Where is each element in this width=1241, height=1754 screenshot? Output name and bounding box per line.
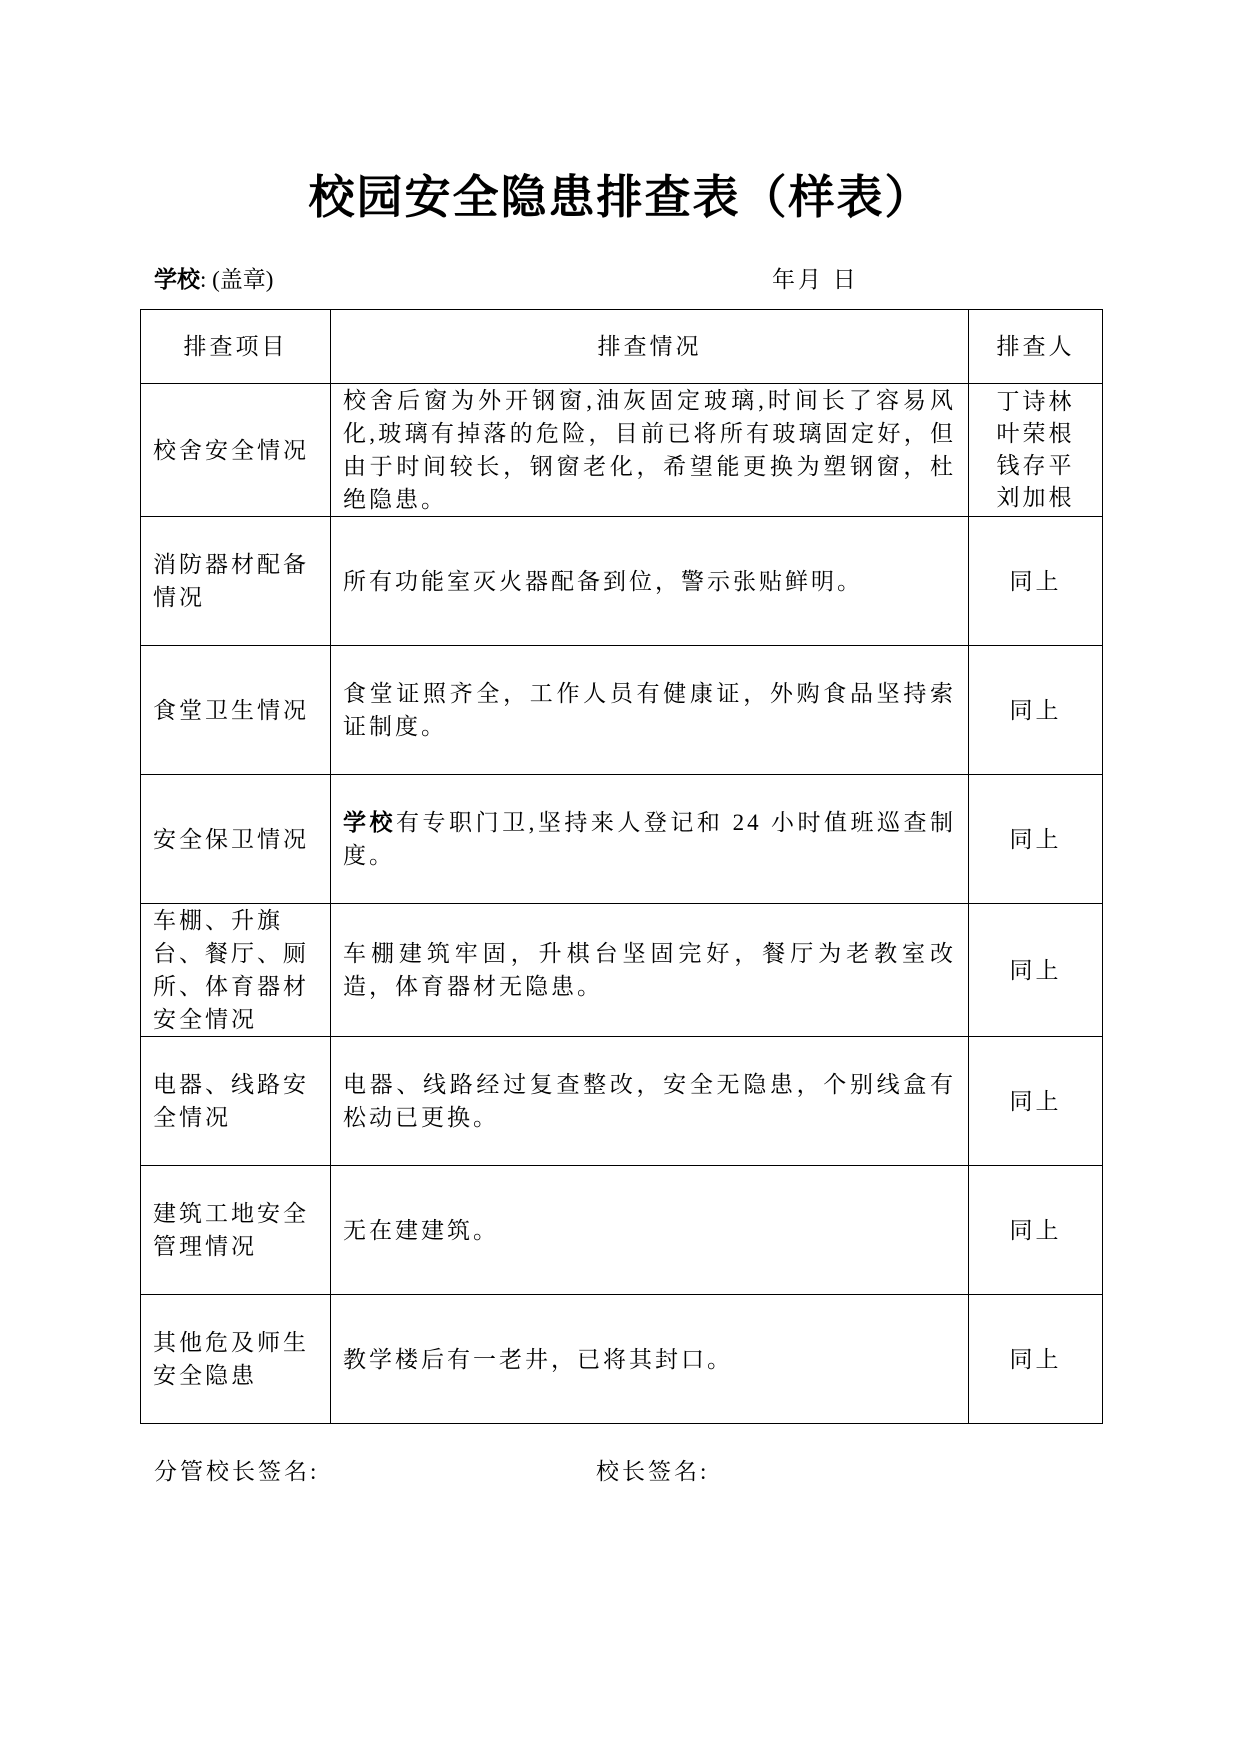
row-person: 同上 [969,904,1103,1037]
table-header-row [141,310,1103,384]
inspector-name: 钱存平 [996,453,1075,478]
school-field [154,265,273,295]
table-row [141,1037,1103,1166]
row-status: 校舍后窗为外开钢窗,油灰固定玻璃,时间长了容易风化,玻璃有掉落的危险，目前已将所有玻璃固定好，但由于时间较长，钢窗老化，希望能更换为塑钢窗，杜绝隐患。 [331,384,969,517]
row-item: 电器、线路安全情况 [141,1037,331,1166]
table-row [141,1166,1103,1295]
table-row [141,517,1103,646]
row-person: 同上 [969,1166,1103,1295]
column-header-item: 排查项目 [141,310,331,384]
inspector-name: 叶荣根 [996,421,1075,446]
row-status: 教学楼后有一老井，已将其封口。 [331,1295,969,1424]
page-title: 校园安全隐患排查表（样表） [308,172,933,223]
row-status: 所有功能室灭火器配备到位，警示张贴鲜明。 [331,517,969,646]
row-person: 同上 [969,517,1103,646]
row-item: 校舍安全情况 [141,384,331,517]
row-status: 车棚建筑牢固，升棋台坚固完好，餐厅为老教室改造，体育器材无隐患。 [331,904,969,1037]
table-row [141,1295,1103,1424]
table-row [141,384,1103,517]
row-item: 食堂卫生情况 [141,646,331,775]
principal-signature: 校长签名: [596,1459,710,1484]
row-person: 同上 [969,1037,1103,1166]
column-header-person: 排查人 [969,310,1103,384]
row-status-text: 有专职门卫,坚持来人登记和 24 小时值班巡查制度。 [343,810,957,868]
row-item: 建筑工地安全管理情况 [141,1166,331,1295]
row-status [331,775,969,904]
school-label: 学校 [154,267,200,292]
table-row [141,904,1103,1037]
row-status-bold: 学校 [343,810,397,835]
row-person: 同上 [969,646,1103,775]
row-item: 消防器材配备情况 [141,517,331,646]
row-item: 安全保卫情况 [141,775,331,904]
date-field: 年月 日 [772,267,859,292]
row-item: 车棚、升旗台、餐厅、厕所、体育器材安全情况 [141,904,331,1037]
row-person [969,384,1103,517]
row-item: 其他危及师生安全隐患 [141,1295,331,1424]
row-person: 同上 [969,775,1103,904]
row-status: 无在建建筑。 [331,1166,969,1295]
row-status: 食堂证照齐全，工作人员有健康证，外购食品坚持索证制度。 [331,646,969,775]
table-row [141,775,1103,904]
inspection-table [140,309,1103,1424]
row-person: 同上 [969,1295,1103,1424]
inspector-name: 刘加根 [996,485,1075,510]
inspector-name: 丁诗林 [996,389,1075,414]
deputy-principal-signature: 分管校长签名: [154,1459,320,1484]
column-header-status: 排查情况 [331,310,969,384]
school-suffix: : (盖章) [200,267,274,292]
row-status: 电器、线路经过复查整改，安全无隐患，个别线盒有松动已更换。 [331,1037,969,1166]
inspector-names [969,386,1102,514]
table-row [141,646,1103,775]
